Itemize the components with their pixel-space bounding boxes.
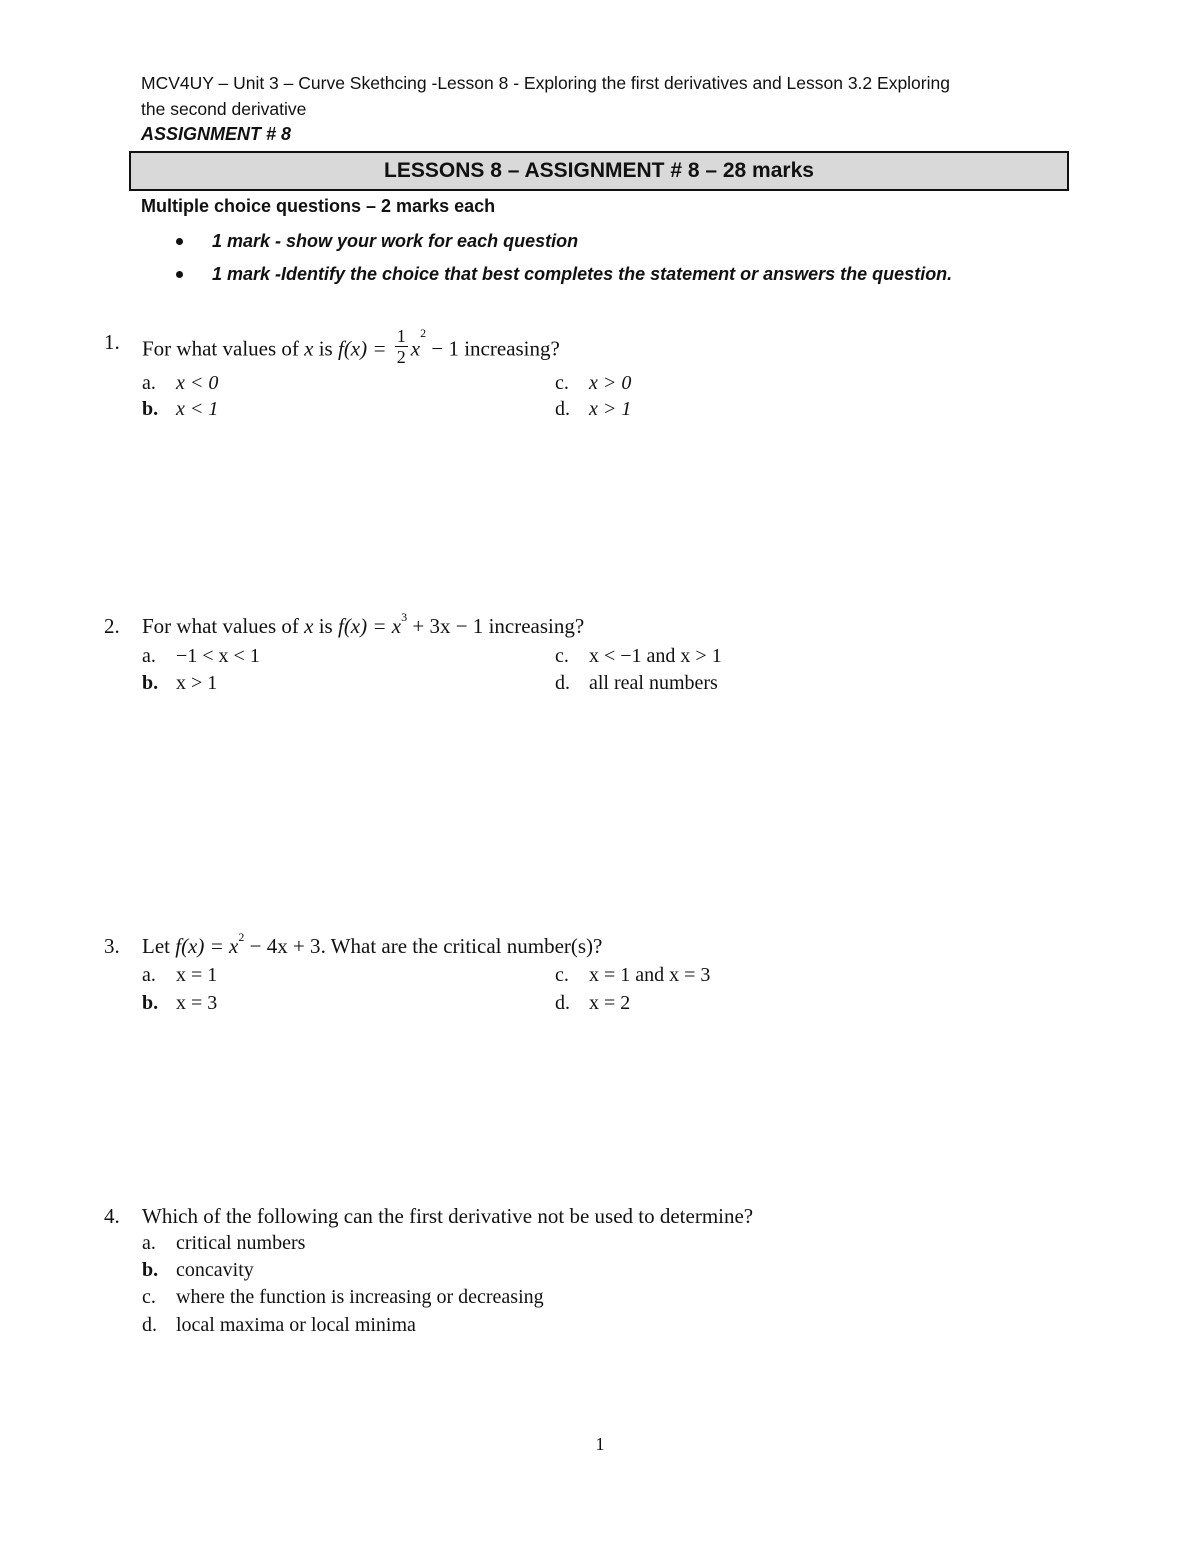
question-number: 3. (104, 934, 120, 958)
question-text: For what values of x is $f(x) = x^3 + 3x - 1$ increasing? (142, 610, 585, 638)
option-b: b. x > 1 (142, 672, 218, 694)
option-c: c. x > 0 (555, 372, 632, 394)
option-d: d. local maxima or local minima (142, 1314, 416, 1336)
assignment-label: ASSIGNMENT # 8 (141, 124, 292, 144)
multiple-choice-title: Multiple choice questions – 2 marks each (141, 196, 496, 216)
question-number: 2. (104, 614, 120, 638)
option-c: c. where the function is increasing or decreasing (142, 1286, 544, 1308)
option-d: d. all real numbers (555, 672, 718, 694)
question-text: Which of the following can the first derivative not be used to determine? (142, 1204, 754, 1228)
question-text: For what values of x is f(x) = $\frac{1}{2}$ $x^2 - 1$ increasing? (142, 326, 560, 367)
option-d: d. x > 1 (555, 398, 632, 420)
instruction-item: 1 mark -Identify the choice that best completes the statement or answers the question. (170, 259, 1000, 289)
instruction-item: 1 mark - show your work for each question (170, 226, 1000, 256)
option-b: b. concavity (142, 1259, 254, 1281)
option-a: a. critical numbers (142, 1232, 306, 1254)
header-line-2: the second derivative (141, 99, 307, 119)
bullet-icon (176, 271, 183, 278)
option-b: b. x = 3 (142, 992, 218, 1014)
header-line-1: MCV4UY – Unit 3 – Curve Skethcing -Lesson 8 - Exploring the first derivatives and Lesson 3.2 Exploring (141, 73, 950, 93)
option-a: a. x < 0 (142, 372, 219, 394)
banner-title: LESSONS 8 – ASSIGNMENT # 8 – 28 marks (384, 159, 814, 182)
bullet-icon (176, 238, 183, 245)
option-c: c. x < −1 and x > 1 (555, 645, 722, 667)
question-text: Let $f(x) = x^2 - 4x + 3$. What are the critical number(s)? (142, 930, 603, 958)
option-c: c. x = 1 and x = 3 (555, 964, 711, 986)
document-header (141, 70, 1061, 122)
instructions-list (170, 226, 1000, 292)
option-b: b. x < 1 (142, 398, 219, 420)
option-d: d. x = 2 (555, 992, 631, 1014)
question-number: 1. (104, 330, 120, 354)
page-number: 1 (595, 1434, 605, 1454)
option-a: a. −1 < x < 1 (142, 645, 260, 667)
assignment-banner (129, 151, 1069, 191)
fraction: $\frac{1}{2}$ (396, 326, 406, 367)
question-number: 4. (104, 1204, 120, 1228)
option-a: a. x = 1 (142, 964, 218, 986)
